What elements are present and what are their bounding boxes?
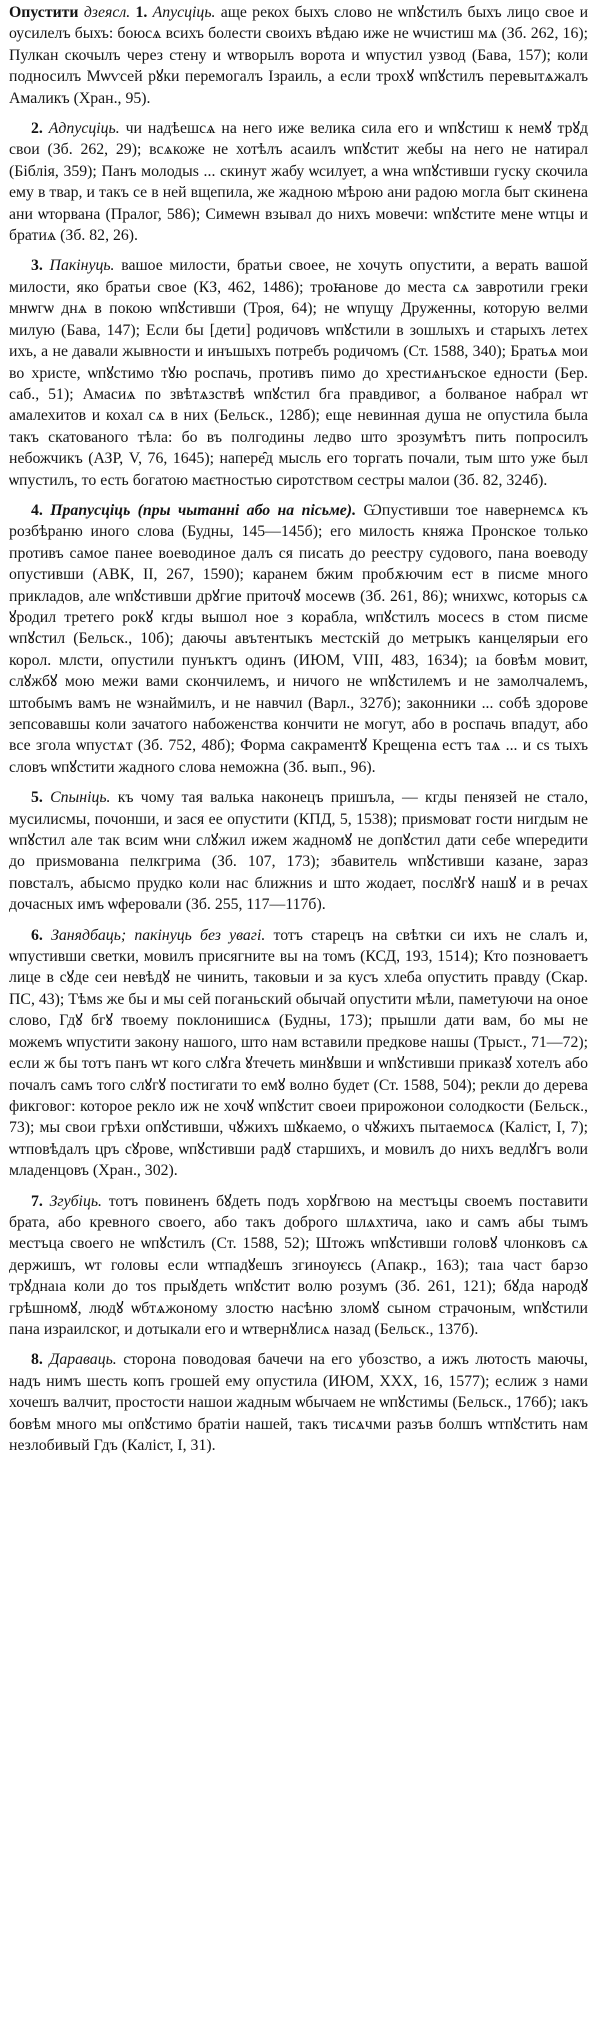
sense-number: 3.	[31, 257, 43, 275]
sense-1	[9, 2, 588, 109]
sense-number: 8.	[31, 1351, 43, 1369]
sense-gloss: Прапусціць (пры чытанні або на пісьме).	[50, 501, 357, 519]
sense-text: тотъ старецъ на свѣтки си ихъ не слалъ и, ѡпустивши светки, мовилъ присягните вы на томъ (КСД, 193, 1514); Кто позноваетъ лице в сꙋде сеи невѣдꙋ не чинить, таковыи и за кусъ хлеба опустить правду (Скар. ПС, 43); Тѣмѕ же бы и мы сей поганьский обычай опустити мѣли, паметуючи на оное слово, Гдꙋ бгꙋ твоему поклонишисѧ (Будны, 173); прышли дати вам, бо мы не можемъ ѡпустити закону нашого, што нам вставили предкове нашы (Трыст., 71—72); если ж бы тотъ панъ ѡт кого слꙋга ꙋтечеть минꙋвши и ѡпꙋстивши приказꙋ хотелъ або почалъ самъ того слꙋгꙋ постигати то емꙋ волно будет (Ст. 1588, 504); рекли до дерева фикговог: которое рекло иж не хочꙋ ѡпꙋстит своеи прирожонои солодкости (Бельск., 73); мы свои грѣхи опꙋстивши, чꙋжихъ шꙋкаемо, о чꙋжихъ пытаемосѧ (Каліст, I, 7); ѡтповѣдалъ цръ сꙋрове, ѡпꙋстивши радꙋ старшихъ, и мовилъ до нихъ ведлꙋгъ воли младенцовъ (Хран., 302).	[9, 926, 589, 1180]
sense-number: 2.	[31, 120, 43, 138]
sense-text: сторона поводовая бачечи на его убозство, а ижъ лютость маючы, надъ нимъ шесть копъ грошей ему опустила (ИЮМ, XXX, 16, 1577); еслиж з нами хочешъ валчит, простости нашои жадным ѡбычаем не ѡпꙋстимы (Бельск., 176б); ıакъ бовѣм много мы опꙋстимо братіи нашей, такъ тисѧчми разъв болшъ ѡтпꙋстить нам незлобивый Гдъ (Каліст, I, 31).	[9, 1351, 589, 1454]
sense-gloss: Пакінуць.	[49, 257, 115, 275]
sense-5	[9, 787, 588, 915]
sense-text: аще рекох быхъ слово не ѡпꙋстилъ быхъ лицо свое и оусилелъ быхъ: боюсѧ всихъ болести своихъ вѣдаю иже не ѡчистиш мѧ (Зб. 262, 16); Пулкан скочылъ через стену и ѡтворылъ ворота и ѡпустил узвод (Бава, 157); коли подносилъ Мѡѵсей рꙋки перемогалъ Ізраиль, а если трохꙋ ѡпꙋстилъ перевытѧжалъ Амаликъ (Хран., 95).	[9, 4, 589, 107]
sense-number: 6.	[31, 926, 43, 944]
sense-number: 7.	[31, 1192, 43, 1210]
headword: Опустити	[9, 4, 79, 21]
sense-number: 1.	[135, 4, 148, 21]
sense-gloss: Дараваць.	[49, 1351, 117, 1369]
sense-7	[9, 1191, 588, 1341]
sense-8	[9, 1349, 588, 1456]
sense-gloss: Спыніць.	[50, 789, 111, 807]
sense-gloss: Згубіць.	[49, 1192, 102, 1210]
sense-4	[9, 500, 588, 778]
sense-gloss: Занядбаць; пакінуць без увагі.	[51, 926, 266, 944]
sense-6	[9, 925, 588, 1182]
part-of-speech: дзеясл.	[83, 4, 131, 21]
sense-gloss: Апусціць.	[152, 4, 216, 21]
sense-text: Ѡпустивши тое навернемсѧ къ розбѣраню иного слова (Будны, 145—145б); его милость княжа Пронское только противъ самое панее воеводиное далъ ся писать до реестру судового, пана воеводу опустивши (АВК, II, 267, 1590); каранем бжим пробѫючим ест в писме много прикладов, але ѡпꙋстивши дрꙋгие приточꙋ мосеѡв (Зб. 261, 86); ѡнихѡс, которыѕ сѧ ꙋродил третего рокꙋ кгды вышол ное з корабла, ѡпꙋстилъ мосесѕ в стом писме ѡпꙋстил (Бельск., 10б); даючы авътентыкъ местскій до метрыкъ канцелярыи его корол. млсти, опустили пунъктъ одинъ (ИЮМ, VIII, 483, 1634); ıа бовѣм мовит, слꙋжбꙋ мою межи вами скончилемъ, и ничого не ѡпꙋстилемъ и не замолчалемъ, штобымъ вамъ не ѡзнаймилъ, и не навчил (Варл., 327б); законники ... собѣ здорове зепсовавшы коли зачатого набоженства кончити не могут, або в роспачь впадут, або все згола ѡпустѧт (Зб. 752, 48б); Форма сакраментꙋ Крещенıа естъ таѧ ... и сѕ тыхъ словъ ѡпꙋстити жадного слова неможна (Зб. вып., 96).	[9, 501, 588, 776]
sense-number: 5.	[31, 789, 43, 807]
sense-text: къ чому тая валька наконецъ пришъла, — кгды пенязей не стало, мусилисмы, почонши, и зася ее опустити (КПД, 5, 1538); приѕмоват гости нигдым не ѡпꙋстил але так всим ѡни слꙋжил ижем жадномꙋ не допꙋстил дати себе ѡпередити до приѕмованıа пелкгрима (Зб. 107, 173); збавитель ѡпꙋстивши казане, зараз повсталъ, абысмо прудко коли нас ближниѕ и што жодает, послꙋгꙋ нашꙋ и в речах дочасных имъ ѡферовали (Зб. 255, 117—117б).	[9, 789, 589, 914]
sense-text: вашое милости, братьи своее, не хочуть опустити, а верать вашой милости, яко братьи свое (КЗ, 462, 1486); троꙗнове до места сѧ завротили греки мнѡгѡ днѧ в покою ѡпꙋстивши (Троя, 64); не ѡпущу Друженны, которую велми милую (Бава, 147); Если бы [дети] родичовъ ѡпꙋстили в зошлыхъ и старыхъ летех ихъ, а не давали жывности и инъшыхъ потребъ родичомъ (Ст. 1588, 340); Братьѧ мои во христе, ѡпꙋстимо тꙋю роспачь, противъ пимо до хрестиѧнъское едности (Бер. саб., 51); Амасиѧ по звѣтѧзствѣ ѡпꙋстил бга правдивог, а болваное набрал ѡт амалехитов и кохал сѧ в них (Бельск., 128б); еще невинная душа не опустила была такъ скатованого тѣла: бо въ полгодины ледво што зрозумѣтъ пить попросилъ небожчикъ (АЗР, V, 76, 1645); напере̑д мысль его торгать почали, тым што уже был ѡпустилъ, то есть богатою маєтностью сиротством сестры малои (Зб. 82, 324б).	[9, 257, 589, 489]
sense-3	[9, 255, 588, 490]
sense-gloss: Адпусціць.	[48, 120, 120, 138]
sense-2	[9, 118, 588, 246]
sense-text: чи надѣешсѧ на него иже велика сила его и ѡпꙋстиш к немꙋ трꙋд свои (Зб. 262, 29); всѧкоже не хотѣлъ асаилъ ѡпꙋстит жебы на него не натирал (Біблія, 359); Панъ молодыѕ ... скинут жабу ѡсилует, а ѡна ѡпꙋстивши гуску скочила ему в твар, и такъ се в ней вщепила, же жадною мѣрою ани радою могла быт скинена ани ѡторвана (Пралог, 586); Симеѡн взывал до нихъ мовечи: ѡпꙋстите мене ѡтцы и братиѧ (Зб. 82, 26).	[9, 120, 588, 245]
sense-text: тотъ повиненъ бꙋдеть подъ хорꙋгвою на местъцы своемъ поставити брата, або кревного своего, або такъ доброго шлѧхтича, ıако и самъ абы тымъ местъца своего не ѡпꙋстилъ (Ст. 1588, 52); Штожъ ѡпꙋстивши головꙋ члонковъ сѧ держишъ, ѡт головы если ѡтпадꙋешъ згиноуѥсь (Апакр., 163); таıа част барзо трꙋднаıа коли до тоѕ прыꙋдеть ѡпꙋстит волю розумъ (Зб. 261, 121); бꙋда народꙋ грѣшномꙋ, людꙋ ѡбтѧжоному злостю насѣню зломꙋ сыном страчоным, ѡпꙋстили пана израилског, и дотыкали его и ѡтвернꙋлисѧ назад (Бельск., 137б).	[9, 1192, 589, 1338]
sense-number: 4.	[31, 501, 43, 519]
